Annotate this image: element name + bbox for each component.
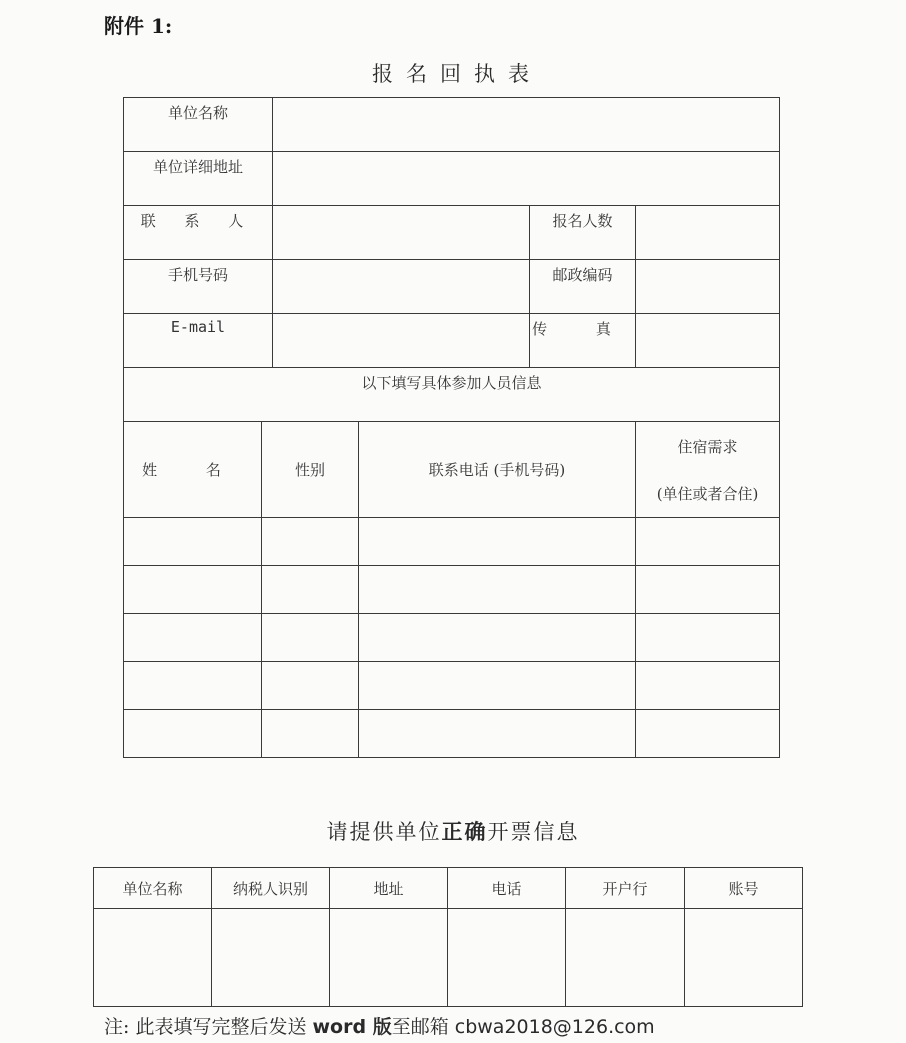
participant-phone-cell[interactable] xyxy=(359,710,636,758)
participant-name-cell[interactable] xyxy=(124,614,262,662)
participant-gender-cell[interactable] xyxy=(262,566,359,614)
org-name-label: 单位名称 xyxy=(124,98,273,152)
participant-phone-cell[interactable] xyxy=(359,614,636,662)
registration-form-table xyxy=(123,97,780,758)
participant-row xyxy=(124,662,780,710)
contact-field[interactable] xyxy=(273,206,530,260)
participant-lodging-cell[interactable] xyxy=(636,662,780,710)
invoice-table xyxy=(93,867,803,1007)
org-name-field[interactable] xyxy=(273,98,780,152)
note-word-format: word 版 xyxy=(312,1016,392,1038)
invoice-col-bank: 开户行 xyxy=(566,868,685,909)
invoice-taxpayer-id-cell[interactable] xyxy=(212,909,330,1007)
participant-gender-cell[interactable] xyxy=(262,710,359,758)
invoice-title-part1: 请提供单位 xyxy=(326,820,442,844)
submission-note xyxy=(104,1012,655,1039)
attachment-label: 附件 1: xyxy=(104,14,173,38)
note-email-address[interactable]: cbwa2018@126.com xyxy=(454,1016,655,1038)
participant-phone-cell[interactable] xyxy=(359,518,636,566)
participant-lodging-header xyxy=(636,422,780,518)
invoice-col-org-name: 单位名称 xyxy=(94,868,212,909)
postcode-field[interactable] xyxy=(636,260,780,314)
participant-gender-cell[interactable] xyxy=(262,518,359,566)
fax-label: 传 真 xyxy=(530,314,636,368)
participant-row xyxy=(124,614,780,662)
participant-row xyxy=(124,566,780,614)
note-part1: 注: 此表填写完整后发送 xyxy=(104,1016,307,1038)
invoice-title-part2: 开票信息 xyxy=(487,820,580,844)
attendees-count-label: 报名人数 xyxy=(530,206,636,260)
postcode-label: 邮政编码 xyxy=(530,260,636,314)
mobile-field[interactable] xyxy=(273,260,530,314)
participant-lodging-cell[interactable] xyxy=(636,710,780,758)
invoice-col-address: 地址 xyxy=(330,868,448,909)
note-part2: 至邮箱 xyxy=(391,1016,449,1038)
participant-gender-cell[interactable] xyxy=(262,614,359,662)
participant-name-cell[interactable] xyxy=(124,566,262,614)
lodging-header-line1: 住宿需求 xyxy=(677,437,738,456)
participant-row xyxy=(124,710,780,758)
invoice-col-account: 账号 xyxy=(685,868,803,909)
participant-lodging-cell[interactable] xyxy=(636,614,780,662)
invoice-title xyxy=(0,816,906,846)
participant-phone-header: 联系电话 (手机号码) xyxy=(359,422,636,518)
attendees-count-field[interactable] xyxy=(636,206,780,260)
invoice-address-cell[interactable] xyxy=(330,909,448,1007)
invoice-col-taxpayer-id: 纳税人识别 xyxy=(212,868,330,909)
participant-gender-header: 性别 xyxy=(262,422,359,518)
invoice-entry-row xyxy=(94,909,803,1007)
org-address-label: 单位详细地址 xyxy=(124,152,273,206)
contact-label: 联 系 人 xyxy=(124,206,273,260)
participant-gender-cell[interactable] xyxy=(262,662,359,710)
invoice-bank-cell[interactable] xyxy=(566,909,685,1007)
participant-phone-cell[interactable] xyxy=(359,662,636,710)
participant-phone-cell[interactable] xyxy=(359,566,636,614)
org-address-field[interactable] xyxy=(273,152,780,206)
invoice-org-name-cell[interactable] xyxy=(94,909,212,1007)
participant-lodging-cell[interactable] xyxy=(636,566,780,614)
invoice-account-cell[interactable] xyxy=(685,909,803,1007)
participant-name-cell[interactable] xyxy=(124,518,262,566)
mobile-label: 手机号码 xyxy=(124,260,273,314)
lodging-header-line2: (单住或者合住) xyxy=(656,484,759,503)
participants-section-heading: 以下填写具体参加人员信息 xyxy=(124,368,780,422)
participant-row xyxy=(124,518,780,566)
email-label: E-mail xyxy=(124,314,273,368)
participant-name-header: 姓 名 xyxy=(124,422,262,518)
participant-name-cell[interactable] xyxy=(124,710,262,758)
participant-name-cell[interactable] xyxy=(124,662,262,710)
invoice-title-bold: 正确 xyxy=(441,819,488,844)
invoice-col-phone: 电话 xyxy=(448,868,566,909)
participant-lodging-cell[interactable] xyxy=(636,518,780,566)
invoice-phone-cell[interactable] xyxy=(448,909,566,1007)
form-title: 报名回执表 xyxy=(372,62,542,86)
fax-field[interactable] xyxy=(636,314,780,368)
email-field[interactable] xyxy=(273,314,530,368)
